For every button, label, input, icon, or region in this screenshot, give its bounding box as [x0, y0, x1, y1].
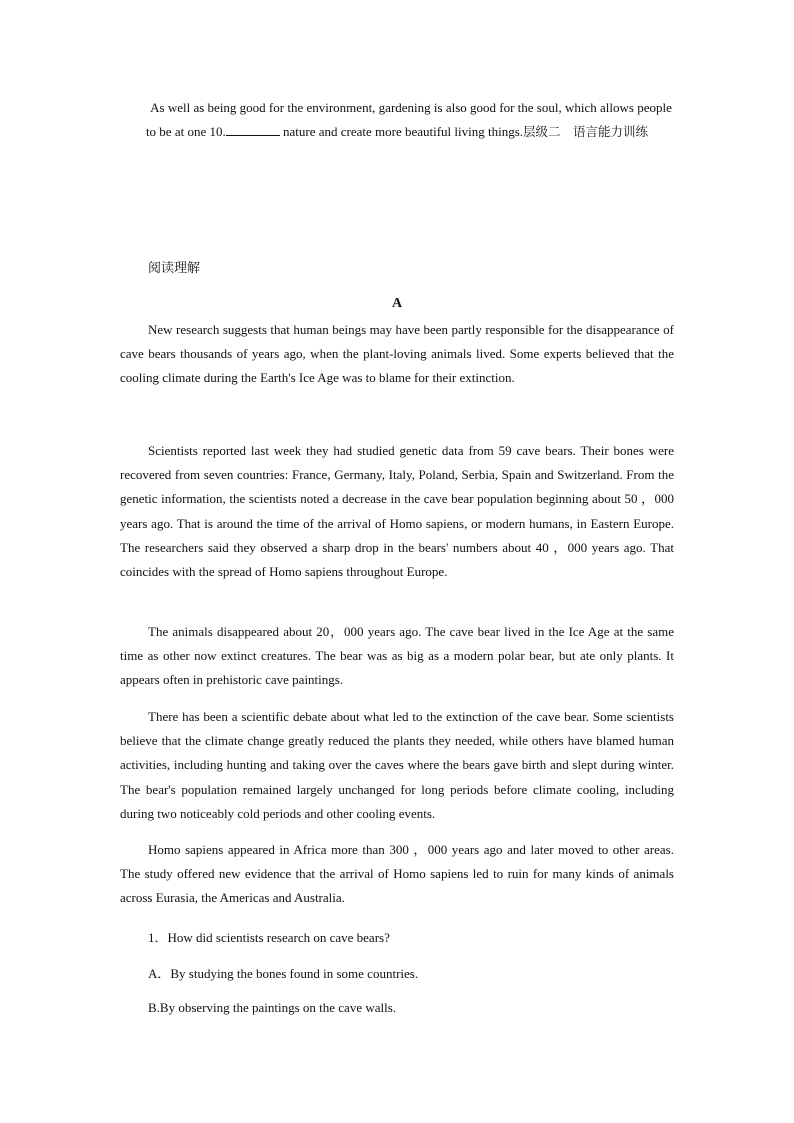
paragraph-4: There has been a scientific debate about what led to the extinction of the cave bear. Some scientists believe that the climate change greatly reduced the plants they needed, while others have blamed human activities, including hunting and taking over the caves where the bears gave birth and slept during winter. The bear's population remained largely unchanged for long periods before climate cooling, including during two noticeably cold periods and other cooling events.: [120, 709, 674, 821]
option-b: B.By observing the paintings on the cave walls.: [148, 1000, 397, 1015]
reading-comprehension-label: 阅读理解: [148, 261, 201, 276]
intro-text: [120, 96, 674, 144]
question-stem: 1．How did scientists research on cave bears?: [148, 930, 390, 945]
paragraph-5: Homo sapiens appeared in Africa more than 300 ，000 years ago and later moved to other areas. The study offered new evidence that the arrival of Homo sapiens led to ruin for many kinds of animals across Eurasia, the Americas and Australia.: [120, 842, 674, 906]
intro-sentence: [120, 96, 674, 144]
passage-title: A: [391, 296, 403, 311]
option-a: A．By studying the bones found in some countries.: [148, 966, 419, 981]
paragraph-3: The animals disappeared about 20，000 years ago. The cave bear lived in the Ice Age at the same time as other now extinct creatures. The bear was as big as a modern polar bear, but ate only plants. It appears often in prehistoric cave paintings.: [120, 624, 674, 688]
paragraph-2: Scientists reported last week they had studied genetic data from 59 cave bears. Their bones were recovered from seven countries: France, Germany, Italy, Poland, Serbia, Spain and Switzerland. From the genetic information, the scientists noted a decrease in the cave bear population beginning about 50 ，000 years ago. That is around the time of the arrival of Homo sapiens, or modern humans, in Eastern Europe. The researchers said they observed a sharp drop in the bears' numbers about 40 ，000 years ago. That coincides with the spread of Homo sapiens throughout Europe.: [120, 443, 674, 580]
paragraph-1: New research suggests that human beings may have been partly responsible for the disappearance of cave bears thousands of years ago, when the plant-loving animals lived. Some experts believed that the cooling climate during the Earth's Ice Age was to blame for their extinction.: [120, 322, 674, 386]
intro-after-blank: nature and create more beautiful living things.: [279, 124, 524, 139]
answer-blank: [226, 123, 280, 136]
section-heading: 层级二 语言能力训练: [523, 124, 649, 139]
intro-before-blank: As well as being good for the environment, gardening is also good for the soul, which allows people to be at one 10.: [145, 100, 672, 139]
